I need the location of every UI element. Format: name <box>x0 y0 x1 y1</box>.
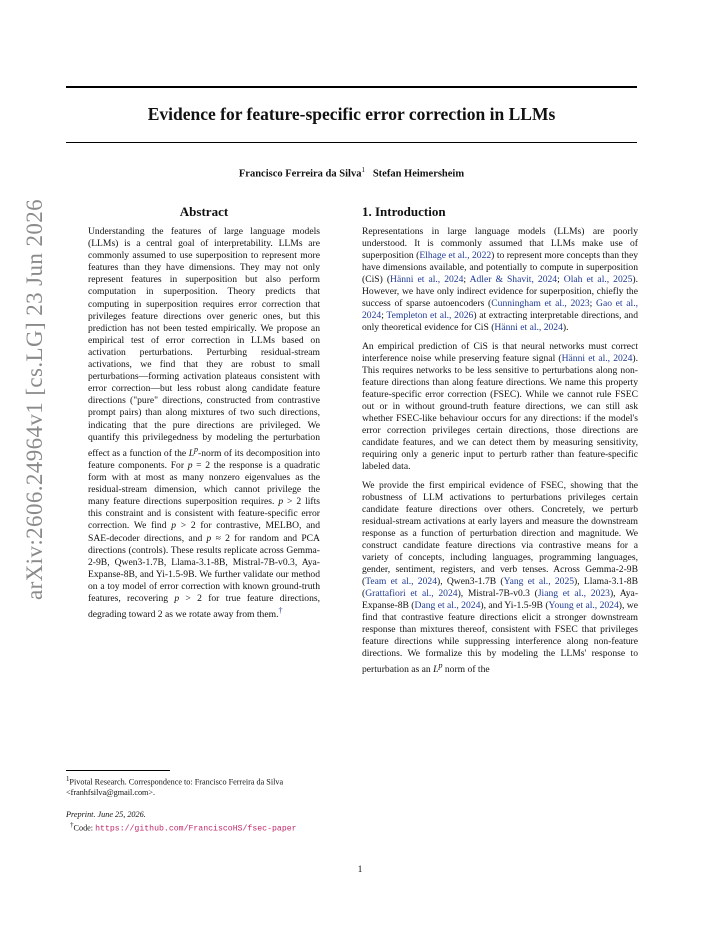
text: ), and Yi-1.5-9B ( <box>480 600 549 611</box>
text: ), we find that contrastive feature directions elicit a stronger downstream response than mixtures thereof, consistent with FSEC that privileges feature directions while suppressing interference along non-feature directions. We formalize this by modeling the LLMs' response to perturbation as an $L^p$ norm of the <box>362 600 638 676</box>
affiliation-mark: 1 <box>361 166 365 174</box>
author-line <box>66 166 637 180</box>
top-rule <box>66 86 637 88</box>
text: ) to represent more concepts than they have dimensions available, and potentially to compute in superposition (CiS) ( <box>362 250 638 285</box>
citation-link[interactable]: Team et al., 2024 <box>365 576 437 587</box>
text: ). This requires networks to be less sensitive to perturbations along non-feature directions than along feature directions. We name this property feature-specific error correction (FSEC). While we cannot rule FSEC out or in without ground-truth feature directions, we can still ask whether FSEC-like behaviour occurs for any directions: if the model's error correction privileges certain directions, those directions are candidate features, and we can detect them by measuring sensitivity, requiring only a generic input to perturb rather than feature-specific labeled data. <box>362 353 638 472</box>
abstract-text <box>88 226 320 621</box>
intro-paragraph <box>362 341 638 473</box>
text: ; <box>589 298 597 309</box>
citation-link[interactable]: Hänni et al., 2024 <box>561 353 633 364</box>
citation-link[interactable]: Grattafiori et al., 2024 <box>365 588 458 599</box>
page-number: 1 <box>357 864 363 875</box>
preprint-text: Preprint. June 25, 2026. <box>66 810 146 819</box>
citation-link[interactable]: Templeton et al., 2026 <box>386 310 474 321</box>
abstract-heading: Abstract <box>179 204 229 219</box>
footnote-rule <box>66 770 170 771</box>
footnote-text: Pivotal Research. Correspondence to: Francisco Ferreira da Silva <franhfsilva@gmail.com>. <box>66 777 284 797</box>
citation-link[interactable]: Hänni et al., 2024 <box>390 274 464 285</box>
citation-link[interactable]: Adler & Shavit, 2024 <box>469 274 558 285</box>
citation-link[interactable]: Dang et al., 2024 <box>414 600 481 611</box>
footnote-mark: 1 <box>66 776 70 783</box>
text: ), Aya-Expanse-8B ( <box>362 588 639 611</box>
code-footnote-link[interactable]: † <box>278 606 283 616</box>
text: We provide the first empirical evidence of FSEC, showing that the robustness of LLM activations to perturbations privileges certain candidate feature directions over others. Concretely, we perturb residual-stream activations at early layers and measure the downstream response as a function of perturbation direction and magnitude. We construct candidate feature directions via contrastive means for a variety of concepts, including languages, programming languages, gender, sentiment, registers, and verb tenses. Across Gemma-2-9B ( <box>362 480 638 587</box>
intro-paragraph <box>362 480 638 676</box>
text: ), Mistral-7B-v0.3 ( <box>457 588 538 599</box>
citation-link[interactable]: Olah et al., 2025 <box>563 274 633 285</box>
citation-link[interactable]: Jiang et al., 2023 <box>537 588 610 599</box>
citation-link[interactable]: Cunningham et al., 2023 <box>491 298 590 309</box>
code-url-link[interactable]: https://github.com/FranciscoHS/fsec-paper <box>95 824 297 834</box>
footnote-mark: † <box>70 822 74 829</box>
author-name: Francisco Ferreira da Silva <box>238 168 362 180</box>
citation-link[interactable]: Hänni et al., 2024 <box>494 322 563 333</box>
footnote-affiliation <box>66 775 342 798</box>
introduction-section <box>362 204 638 683</box>
text: Representations in large language models (LLMs) are poorly understood. It is commonly assumed that LLMs make use of superposition ( <box>362 226 638 261</box>
footnote-code <box>66 821 342 835</box>
citation-link[interactable]: Young et al., 2024 <box>548 600 619 611</box>
footnote-text: Code: <box>73 823 96 833</box>
text: ). However, we have only indirect evidence for superposition, chiefly the success of sparse autoencoders ( <box>362 274 638 309</box>
text: ), Llama-3.1-8B ( <box>362 576 638 599</box>
text: ; <box>381 310 387 321</box>
arxiv-stamp: arXiv:2606.24964v1 [cs.LG] 23 Jun 2026 <box>22 198 47 600</box>
author-name: Stefan Heimersheim <box>372 168 465 180</box>
text: An empirical prediction of CiS is that neural networks must correct interference noise while preserving feature signal ( <box>362 341 638 364</box>
intro-paragraph <box>362 226 638 334</box>
text: ; <box>557 274 564 285</box>
abstract-body: Understanding the features of large language models (LLMs) is a central goal of interpretability. LLMs are commonly assumed to use superposition to represent more features than they have dimensions. They may not only represent features in superposition but also perform computation in superposition. Theory predicts that computing in superposition requires error correction that privileges feature directions over generic ones, but this prediction has not been tested empirically. We propose an empirical test of error correction in LLMs based on activation perturbations. Perturbing residual-stream activations, we find that they are robust to small perturbations—forming activation plateaus consistent with error correction—but less robust along candidate feature directions ("pure" directions, constructed from contrastive prompt pairs) than along mixtures of two such directions, indicating that the pure directions are privileged. We quantify this privilegedness by modeling the perturbation effect as a function of the $L^p$-norm of its decomposition into feature components. For p = 2 the response is a quadratic form with at most as many nonzero eigenvalues as the residual-stream dimension, which cannot privilege the many feature directions superposition requires. p > 2 lifts this constraint and is consistent with feature-specific error correction. We find p > 2 for contrastive, MELBO, and SAE-decoder directions, and p ≈ 2 for random and PCA directions (controls). These results replicate across Gemma-2-9B, Qwen3-1.7B, Llama-3.1-8B, Mistral-7B-v0.3, Aya-Expanse-8B, and Yi-1.5-9B. We further validate our method on a toy model of error correction with known ground-truth features, recovering p > 2 for true feature directions, degrading toward 2 as we rotate away from them. <box>88 226 321 621</box>
citation-link[interactable]: Gao et al., 2024 <box>362 298 638 321</box>
citation-link[interactable]: Elhage et al., 2022 <box>419 250 492 261</box>
introduction-heading: 1. Introduction <box>362 204 446 219</box>
text: ; <box>463 274 470 285</box>
paper-title: Evidence for feature-specific error correction in LLMs <box>147 104 556 124</box>
citation-link[interactable]: Yang et al., 2025 <box>503 576 575 587</box>
text: ), Qwen3-1.7B ( <box>437 576 504 587</box>
preprint-note <box>66 810 342 820</box>
text: ) at extracting interpretable directions, and only theoretical evidence for CiS ( <box>362 310 639 333</box>
text: ). <box>562 322 569 333</box>
abstract-section <box>88 204 320 621</box>
title-rule <box>66 142 637 143</box>
